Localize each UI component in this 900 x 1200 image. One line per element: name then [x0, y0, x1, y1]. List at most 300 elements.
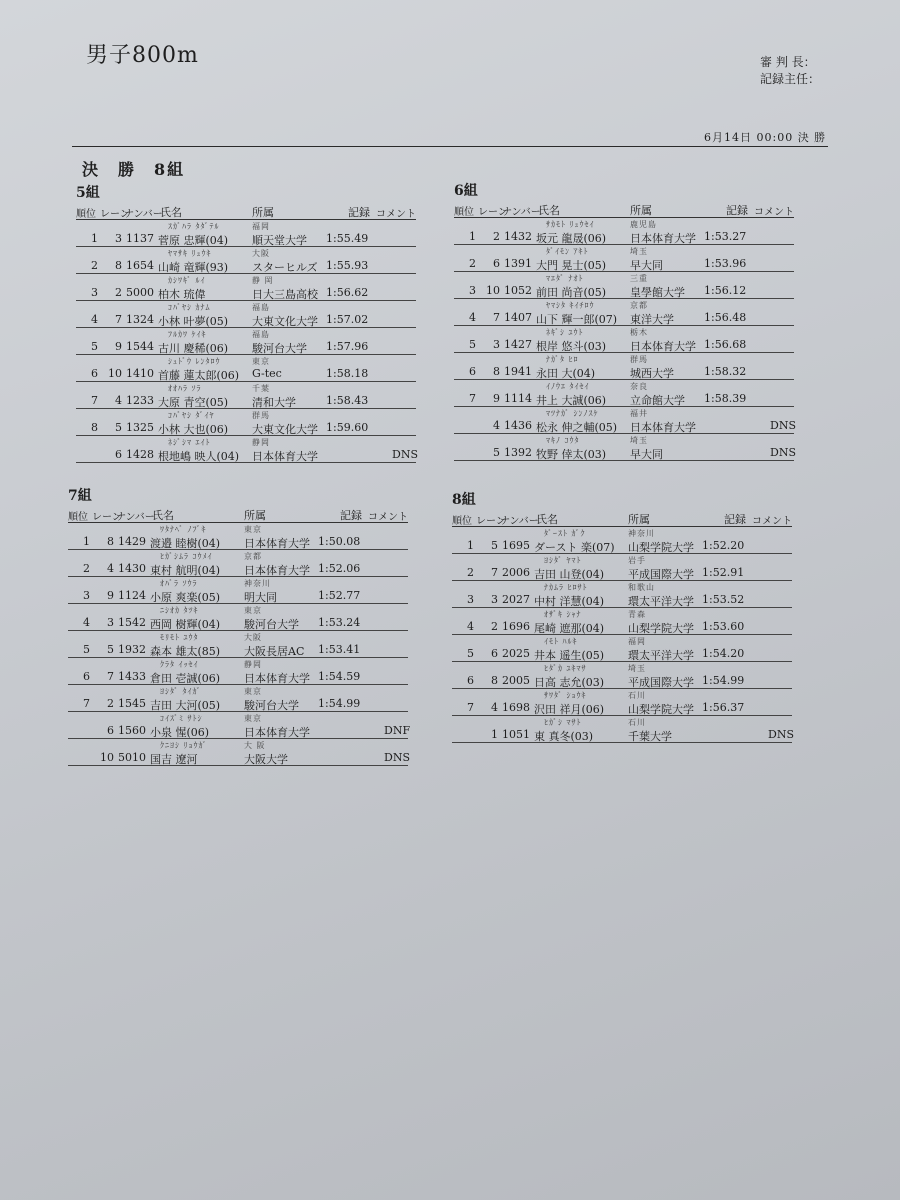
- bib-number-cell: 1051: [502, 728, 530, 741]
- lane-cell: 8: [115, 259, 122, 272]
- table-row: [68, 604, 408, 631]
- prefecture: 埼玉: [628, 664, 646, 673]
- table-row: [452, 635, 792, 662]
- athlete-name: 古川 慶稀(06): [158, 342, 229, 355]
- table-row: [454, 353, 794, 380]
- record-cell: 1:59.60: [326, 421, 369, 434]
- record-cell: 1:56.37: [702, 701, 745, 714]
- name-kana: ﾔﾏｻｷ ﾘｭｳｷ: [168, 249, 212, 258]
- record-cell: 1:50.08: [318, 535, 361, 548]
- bib-number-cell: 1428: [126, 448, 154, 461]
- athlete-name: 倉田 壱誠(06): [150, 672, 221, 685]
- prefecture: 鹿児島: [630, 220, 657, 229]
- bib-number-cell: 2006: [502, 566, 530, 579]
- table-row: [76, 247, 416, 274]
- prefecture: 石川: [628, 718, 646, 727]
- prefecture: 神奈川: [628, 529, 655, 538]
- athlete-name: 大門 晃士(05): [536, 259, 607, 272]
- lane-cell: 10: [108, 367, 122, 380]
- affiliation-cell: 平成国際大学: [628, 568, 694, 581]
- athlete-name: 菅原 忠輝(04): [158, 234, 229, 247]
- date-line: 6月14日 00:00 決 勝: [704, 131, 827, 144]
- lane-cell: 9: [107, 589, 114, 602]
- affiliation-cell: 駿河台大学: [244, 618, 299, 631]
- prefecture: 東京: [244, 687, 262, 696]
- affiliation-cell: 大阪長居AC: [244, 645, 305, 658]
- athlete-name: 坂元 龍晟(06): [536, 232, 607, 245]
- affiliation-cell: 東洋大学: [630, 313, 674, 326]
- table-row: [68, 739, 408, 766]
- header-comment: コメント: [752, 516, 792, 527]
- name-kana: ｲﾉｳｴ ﾀｲｾｲ: [546, 382, 590, 391]
- lane-cell: 4: [107, 562, 114, 575]
- name-kana: ﾏｷﾉ ｺｳﾀ: [546, 436, 580, 445]
- bib-number-cell: 1941: [504, 365, 532, 378]
- name-kana: ｺｲｽﾞﾐ ｻﾄｼ: [160, 714, 203, 723]
- prefecture: 三重: [630, 274, 648, 283]
- prefecture: 静岡: [252, 438, 270, 447]
- table-row: [76, 220, 416, 247]
- name-kana: ｵｵﾊﾗ ｿﾗ: [168, 384, 202, 393]
- lane-cell: 6: [115, 448, 122, 461]
- athlete-name: 日高 志允(03): [534, 676, 605, 689]
- record-cell: 1:58.18: [326, 367, 369, 380]
- record-cell: 1:53.24: [318, 616, 361, 629]
- column-header: [454, 201, 794, 218]
- affiliation-cell: 皇學館大学: [630, 286, 685, 299]
- affiliation-cell: 山梨学院大学: [628, 703, 694, 716]
- prefecture: 栃木: [630, 328, 648, 337]
- record-cell: 1:58.43: [326, 394, 369, 407]
- header-comment: コメント: [376, 209, 416, 220]
- name-kana: ﾖｼﾀﾞ ﾀｲｶﾞ: [160, 687, 202, 696]
- lane-cell: 6: [107, 724, 114, 737]
- name-kana: ﾓﾘﾓﾄ ﾕｳﾀ: [160, 633, 199, 642]
- athlete-name: 国吉 遼河: [150, 753, 198, 766]
- record-cell: 1:56.62: [326, 286, 369, 299]
- lane-cell: 10: [486, 284, 500, 297]
- athlete-name: 前田 尚音(05): [536, 286, 607, 299]
- name-kana: ﾏｴﾀﾞ ﾅｵﾄ: [546, 274, 584, 283]
- table-row: [68, 631, 408, 658]
- rank-cell: 2: [91, 259, 98, 272]
- rank-cell: 3: [91, 286, 98, 299]
- prefecture: 青森: [628, 610, 646, 619]
- column-header: [452, 510, 792, 527]
- affiliation-cell: 山梨学院大学: [628, 541, 694, 554]
- prefecture: 東京: [244, 606, 262, 615]
- rank-cell: 7: [83, 697, 90, 710]
- athlete-name: 根岸 悠斗(03): [536, 340, 607, 353]
- lane-cell: 4: [491, 701, 498, 714]
- record-cell: 1:54.99: [318, 697, 361, 710]
- header-lane: レーン: [478, 207, 508, 218]
- rank-cell: 1: [91, 232, 98, 245]
- athlete-name: 中村 洋慧(04): [534, 595, 605, 608]
- prefecture: 福島: [252, 330, 270, 339]
- name-kana: ﾋｶﾞｼﾑﾗ ｺｳﾒｲ: [160, 552, 213, 561]
- record-cell: 1:55.93: [326, 259, 369, 272]
- bib-number-cell: 1410: [126, 367, 154, 380]
- prefecture: 静岡: [244, 660, 262, 669]
- rank-cell: 6: [91, 367, 98, 380]
- affiliation-cell: 清和大学: [252, 396, 296, 409]
- table-row: [76, 301, 416, 328]
- name-kana: ｻﾜﾀﾞ ｼｮｳｷ: [544, 691, 587, 700]
- lane-cell: 8: [491, 674, 498, 687]
- name-kana: ｵｻﾞｷ ｼｬﾅ: [544, 610, 582, 619]
- rank-cell: 4: [467, 620, 474, 633]
- header-comment: コメント: [368, 512, 408, 523]
- record-cell: 1:54.20: [702, 647, 745, 660]
- rank-cell: 6: [467, 674, 474, 687]
- header-affiliation: 所属: [244, 509, 266, 522]
- lane-cell: 5: [491, 539, 498, 552]
- bib-number-cell: 1427: [504, 338, 532, 351]
- recorder-label: 記録主任：: [760, 72, 821, 86]
- rank-cell: 3: [83, 589, 90, 602]
- bib-number-cell: 1233: [126, 394, 154, 407]
- affiliation-cell: 日本体育大学: [244, 537, 310, 550]
- affiliation-cell: 日本体育大学: [244, 564, 310, 577]
- rank-cell: 2: [83, 562, 90, 575]
- header-number: ナンバー: [124, 209, 163, 220]
- affiliation-cell: 環太平洋大学: [628, 649, 694, 662]
- prefecture: 東京: [252, 357, 270, 366]
- heat-title: 8組: [452, 492, 476, 508]
- lane-cell: 7: [491, 566, 498, 579]
- lane-cell: 5: [493, 446, 500, 459]
- name-kana: ﾅｶﾑﾗ ﾋﾛｻﾄ: [544, 583, 588, 592]
- athlete-name: 渡邉 睦樹(04): [150, 537, 221, 550]
- affiliation-cell: 駿河台大学: [244, 699, 299, 712]
- lane-cell: 5: [107, 643, 114, 656]
- lane-cell: 3: [107, 616, 114, 629]
- athlete-name: 吉田 大河(05): [150, 699, 221, 712]
- record-cell: 1:53.96: [704, 257, 747, 270]
- rank-cell: 8: [91, 421, 98, 434]
- table-row: [454, 299, 794, 326]
- affiliation-cell: 環太平洋大学: [628, 595, 694, 608]
- rank-cell: 1: [469, 230, 476, 243]
- athlete-name: 根地嶋 映人(04): [158, 450, 240, 463]
- athlete-name: 井上 大誠(06): [536, 394, 607, 407]
- record-cell: 1:55.49: [326, 232, 369, 245]
- lane-cell: 2: [107, 697, 114, 710]
- rank-cell: 3: [467, 593, 474, 606]
- affiliation-cell: スターヒルズ: [252, 261, 318, 274]
- table-row: [452, 716, 792, 743]
- table-row: [452, 581, 792, 608]
- bib-number-cell: 2027: [502, 593, 530, 606]
- header-rank: 順位: [454, 207, 474, 218]
- record-cell: 1:52.20: [702, 539, 745, 552]
- prefecture: 静 岡: [252, 276, 274, 285]
- athlete-name: 松永 伸之輔(05): [536, 421, 618, 434]
- bib-number-cell: 1433: [118, 670, 146, 683]
- prefecture: 岩手: [628, 556, 646, 565]
- prefecture: 石川: [628, 691, 646, 700]
- table-row: [76, 436, 416, 463]
- affiliation-cell: 日大三島高校: [252, 288, 318, 301]
- athlete-name: 柏木 琉偉: [158, 288, 206, 301]
- header-affiliation: 所属: [628, 513, 650, 526]
- lane-cell: 3: [491, 593, 498, 606]
- affiliation-cell: 日本体育大学: [630, 232, 696, 245]
- table-row: [76, 274, 416, 301]
- heat-7-table: [68, 486, 411, 766]
- prefecture: 神奈川: [244, 579, 271, 588]
- athlete-name: 大原 青空(05): [158, 396, 229, 409]
- bib-number-cell: 1052: [504, 284, 532, 297]
- affiliation-cell: 日本体育大学: [630, 340, 696, 353]
- athlete-name: 森本 雄太(85): [150, 645, 221, 658]
- officials-block: [760, 54, 820, 88]
- lane-cell: 5: [115, 421, 122, 434]
- rank-cell: 5: [469, 338, 476, 351]
- bib-number-cell: 1124: [118, 589, 146, 602]
- record-cell: 1:58.39: [704, 392, 747, 405]
- lane-cell: 2: [491, 620, 498, 633]
- affiliation-cell: 早大同: [630, 259, 663, 272]
- lane-cell: 10: [100, 751, 114, 764]
- header-lane: レーン: [100, 209, 130, 220]
- athlete-name: 小原 爽楽(05): [150, 591, 221, 604]
- athlete-name: 小泉 惺(06): [150, 726, 210, 739]
- comment-cell: DNS: [392, 448, 418, 461]
- record-cell: 1:56.68: [704, 338, 747, 351]
- athlete-name: 尾崎 遮那(04): [534, 622, 605, 635]
- athlete-name: 山崎 竜輝(93): [158, 261, 229, 274]
- athlete-name: 西岡 樹輝(04): [150, 618, 221, 631]
- name-kana: ﾅｶﾞﾀ ﾋﾛ: [546, 355, 579, 364]
- athlete-name: 牧野 倖太(03): [536, 448, 607, 461]
- athlete-name: 東 真冬(03): [534, 730, 594, 743]
- lane-cell: 4: [493, 419, 500, 432]
- bib-number-cell: 1654: [126, 259, 154, 272]
- header-name: 氏名: [538, 204, 560, 217]
- record-cell: 1:57.96: [326, 340, 369, 353]
- rank-cell: 5: [467, 647, 474, 660]
- prefecture: 千葉: [252, 384, 270, 393]
- bib-number-cell: 1544: [126, 340, 154, 353]
- bib-number-cell: 1325: [126, 421, 154, 434]
- round-title: 決 勝 8組: [82, 160, 186, 179]
- name-kana: ｽｶﾞﾊﾗ ﾀﾀﾞﾃﾙ: [168, 222, 220, 231]
- name-kana: ﾀﾞｰｽﾄ ｶﾞｸ: [544, 529, 586, 538]
- athlete-name: 吉田 山登(04): [534, 568, 605, 581]
- bib-number-cell: 1432: [504, 230, 532, 243]
- referee-label: 審 判 長：: [760, 55, 816, 69]
- athlete-name: 小林 大也(06): [158, 423, 229, 436]
- lane-cell: 2: [115, 286, 122, 299]
- table-row: [76, 355, 416, 382]
- name-kana: ｶｼﾜｷﾞ ﾙｲ: [168, 276, 206, 285]
- header-affiliation: 所属: [630, 204, 652, 217]
- name-kana: ﾏﾂﾅｶﾞ ｼﾝﾉｽｹ: [546, 409, 599, 418]
- lane-cell: 4: [115, 394, 122, 407]
- record-cell: 1:54.59: [318, 670, 361, 683]
- lane-cell: 2: [493, 230, 500, 243]
- rank-cell: 3: [469, 284, 476, 297]
- name-kana: ﾖｼﾀﾞ ﾔﾏﾄ: [544, 556, 582, 565]
- bib-number-cell: 5000: [126, 286, 154, 299]
- header-name: 氏名: [152, 509, 174, 522]
- name-kana: ﾋｶﾞｼ ﾏｻﾄ: [544, 718, 582, 727]
- event-title: 男子800m: [86, 43, 199, 68]
- table-row: [454, 407, 794, 434]
- heat-8-table: [452, 490, 792, 743]
- rank-cell: 1: [467, 539, 474, 552]
- lane-cell: 6: [493, 257, 500, 270]
- bib-number-cell: 1137: [126, 232, 154, 245]
- header-number: ナンバー: [502, 207, 541, 218]
- table-row: [68, 577, 408, 604]
- affiliation-cell: 大東文化大学: [252, 315, 318, 328]
- bib-number-cell: 1429: [118, 535, 146, 548]
- lane-cell: 7: [107, 670, 114, 683]
- prefecture: 大阪: [244, 633, 262, 642]
- record-cell: 1:52.91: [702, 566, 745, 579]
- name-kana: ﾀﾞｲﾓﾝ ｱｷﾄ: [546, 247, 589, 256]
- name-kana: ﾈｷﾞｼ ﾕｳﾄ: [546, 328, 584, 337]
- name-kana: ﾜﾀﾅﾍﾞ ﾉﾌﾞｷ: [160, 525, 207, 534]
- bib-number-cell: 2025: [502, 647, 530, 660]
- rank-cell: 4: [83, 616, 90, 629]
- table-row: [68, 658, 408, 685]
- column-header: [76, 203, 416, 220]
- prefecture: 京都: [244, 552, 262, 561]
- header-record: 記録: [724, 513, 746, 526]
- name-kana: ﾔﾏｼﾀ ｷｲﾁﾛｳ: [546, 301, 595, 310]
- bib-number-cell: 1391: [504, 257, 532, 270]
- header-lane: レーン: [476, 516, 506, 527]
- header-rank: 順位: [452, 516, 472, 527]
- prefecture: 群馬: [252, 411, 270, 420]
- lane-cell: 7: [493, 311, 500, 324]
- prefecture: 福岡: [628, 637, 646, 646]
- athlete-name: 首藤 蓮太郎(06): [158, 369, 240, 382]
- affiliation-cell: 日本体育大学: [630, 421, 696, 434]
- name-kana: ｻｶﾓﾄ ﾘｭｳｾｲ: [546, 220, 595, 229]
- table-row: [68, 685, 408, 712]
- lane-cell: 3: [115, 232, 122, 245]
- table-row: [76, 328, 416, 355]
- name-kana: ｸﾗﾀ ｲｯｾｲ: [160, 660, 199, 669]
- header-rank: 順位: [68, 512, 88, 523]
- athlete-name: ダースト 楽(07): [534, 541, 615, 554]
- table-row: [452, 662, 792, 689]
- athlete-name: 沢田 祥月(06): [534, 703, 605, 716]
- prefecture: 福岡: [252, 222, 270, 231]
- comment-cell: DNS: [770, 446, 796, 459]
- bib-number-cell: 1392: [504, 446, 532, 459]
- table-row: [76, 382, 416, 409]
- record-cell: 1:53.52: [702, 593, 745, 606]
- affiliation-cell: 山梨学院大学: [628, 622, 694, 635]
- bib-number-cell: 1324: [126, 313, 154, 326]
- table-row: [454, 434, 794, 461]
- table-row: [68, 523, 408, 550]
- table-row: [454, 272, 794, 299]
- name-kana: ｺﾊﾞﾔｼ ｶﾅﾑ: [168, 303, 211, 312]
- lane-cell: 8: [107, 535, 114, 548]
- comment-cell: DNS: [770, 419, 796, 432]
- record-cell: 1:56.12: [704, 284, 747, 297]
- record-cell: 1:53.41: [318, 643, 361, 656]
- bib-number-cell: 1698: [502, 701, 530, 714]
- bib-number-cell: 2005: [502, 674, 530, 687]
- prefecture: 大 阪: [244, 741, 266, 750]
- table-row: [68, 550, 408, 577]
- header-number: ナンバー: [116, 512, 155, 523]
- record-cell: 1:52.06: [318, 562, 361, 575]
- name-kana: ｼｭﾄﾞｳ ﾚﾝﾀﾛｳ: [168, 357, 221, 366]
- affiliation-cell: 早大同: [630, 448, 663, 461]
- table-row: [452, 608, 792, 635]
- lane-cell: 9: [493, 392, 500, 405]
- rank-cell: 1: [83, 535, 90, 548]
- record-cell: 1:58.32: [704, 365, 747, 378]
- rank-cell: 4: [469, 311, 476, 324]
- prefecture: 埼玉: [630, 247, 648, 256]
- prefecture: 大阪: [252, 249, 270, 258]
- heat-6-table: [454, 181, 794, 461]
- record-cell: 1:53.60: [702, 620, 745, 633]
- prefecture: 福井: [630, 409, 648, 418]
- prefecture: 東京: [244, 714, 262, 723]
- affiliation-cell: 城西大学: [630, 367, 674, 380]
- comment-cell: DNS: [384, 751, 410, 764]
- name-kana: ｵﾊﾞﾗ ｿｳﾗ: [160, 579, 198, 588]
- heat-title: 5組: [76, 185, 100, 201]
- table-row: [454, 380, 794, 407]
- affiliation-cell: 日本体育大学: [244, 726, 310, 739]
- affiliation-cell: 立命館大学: [630, 394, 685, 407]
- heat-5-table: [76, 183, 416, 463]
- table-row: [454, 245, 794, 272]
- table-row: [452, 554, 792, 581]
- record-cell: 1:53.27: [704, 230, 747, 243]
- affiliation-cell: G-tec: [252, 367, 282, 380]
- table-row: [452, 527, 792, 554]
- comment-cell: DNF: [384, 724, 411, 737]
- bib-number-cell: 1932: [118, 643, 146, 656]
- lane-cell: 7: [115, 313, 122, 326]
- table-row: [76, 409, 416, 436]
- lane-cell: 6: [491, 647, 498, 660]
- record-cell: 1:54.99: [702, 674, 745, 687]
- comment-cell: DNS: [768, 728, 794, 741]
- table-row: [454, 326, 794, 353]
- name-kana: ﾆｼｵｶ ﾀﾂｷ: [160, 606, 199, 615]
- bib-number-cell: 1407: [504, 311, 532, 324]
- name-kana: ｺﾊﾞﾔｼ ﾀﾞｲﾔ: [168, 411, 215, 420]
- rank-cell: 5: [83, 643, 90, 656]
- rank-cell: 6: [469, 365, 476, 378]
- affiliation-cell: 千葉大学: [628, 730, 672, 743]
- header-number: ナンバー: [500, 516, 539, 527]
- affiliation-cell: 大東文化大学: [252, 423, 318, 436]
- bib-number-cell: 1436: [504, 419, 532, 432]
- rank-cell: 7: [91, 394, 98, 407]
- column-header: [68, 506, 408, 523]
- name-kana: ｲﾓﾄ ﾊﾙｷ: [544, 637, 578, 646]
- rank-cell: 5: [91, 340, 98, 353]
- affiliation-cell: 日本体育大学: [244, 672, 310, 685]
- header-affiliation: 所属: [252, 206, 274, 219]
- prefecture: 東京: [244, 525, 262, 534]
